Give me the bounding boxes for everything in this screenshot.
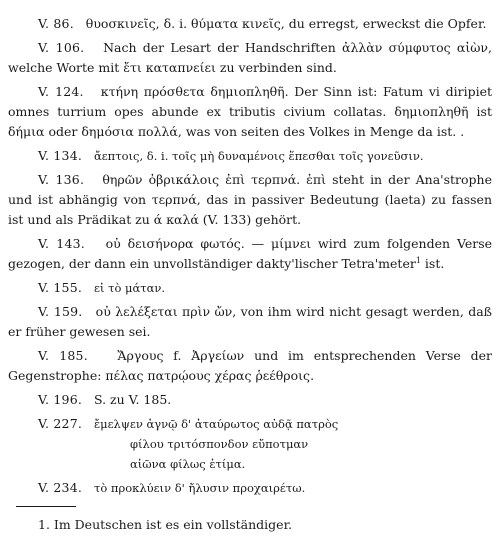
note-text: ἄεπτοις, δ. i. τοῖς μὴ δυναμένοις ἕπεσθαι τοῖς γονεῦσιν. (93, 149, 424, 163)
note-text: θηρῶν ὀβρικάλοις ἐπὶ τερπνά. ἐπὶ steht in der Ana'strophe und ist abhängig von τερπνά, das in passiver Bedeutung (laeta) zu fassen ist und als Prädikat zu ά καλά (V. 133) gehört. (8, 172, 492, 227)
verse-reference: V. 155. (38, 280, 83, 295)
verse-reference: V. 234. (38, 480, 83, 495)
note-text: τὸ προκλύειν δ' ἤλυσιν προχαιρέτω. (93, 481, 306, 495)
note-text: οὐ λελέξεται πρὶν ὤν, von ihm wird nicht gesagt werden, daß er früher gewesen sei. (8, 304, 492, 339)
verse-reference: V. 159. (38, 304, 83, 319)
note-text: εἰ τὸ μάταν. (93, 281, 166, 295)
note-text: θυοσκινεῖς, δ. i. θύματα κινεῖς, du erregst, erweckst die Opfer. (85, 16, 487, 31)
note-paragraph (8, 234, 492, 274)
verse-reference: V. 196. (38, 392, 83, 407)
verse-reference: V. 136. (38, 172, 85, 187)
note-paragraph (8, 146, 492, 166)
footnote-divider (16, 506, 76, 507)
verse-reference: V. 185. (38, 348, 88, 363)
note-paragraph (8, 390, 492, 410)
verse-line: φίλου τριτόσπονδον εὔποτμαν (130, 437, 309, 451)
verse-reference: V. 124. (38, 84, 84, 99)
note-text: οὐ δεισήνορα φωτός. — μίμνει wird zum folgenden Verse gezogen, der dann ein unvollständiger dakty'lischer Tetra'meter (8, 236, 493, 271)
verse-reference: V. 106. (38, 40, 85, 55)
note-paragraph (8, 82, 492, 142)
note-paragraph (8, 170, 492, 230)
note-paragraph (8, 478, 492, 498)
note-text: S. zu V. 185. (93, 392, 172, 407)
note-paragraph (8, 14, 492, 34)
verse-reference: V. 143. (38, 236, 85, 251)
note-text: Nach der Lesart der Handschriften ἀλλὰν σύμφυτος αἰὼν, welche Worte mit ἔτι καταπνείει zu verbinden sind. (8, 40, 493, 75)
note-text: Ἄργους f. Ἀργείων und im entsprechenden Verse der Gegenstrophe: πέλας πατρῴους χέρας ῥεέθροις. (8, 348, 492, 383)
note-paragraph (8, 346, 492, 386)
verse-reference: V. 134. (38, 148, 83, 163)
verse-reference: V. 86. (38, 16, 74, 31)
note-paragraph (8, 38, 492, 78)
note-paragraph (8, 278, 492, 298)
note-text: ἔμελψεν ἁγνῷ δ' ἀταύρωτος αὐδᾷ πατρὸς (93, 417, 339, 431)
footnote: 1. Im Deutschen ist es ein vollständiger. (38, 517, 293, 532)
note-paragraph (8, 414, 492, 474)
note-paragraph (8, 302, 492, 342)
footnote-marker: 1 (415, 255, 421, 265)
note-text: κτήνη πρόσθετα δημιοπληθῆ. Der Sinn ist: Fatum vi diripiet omnes turrium opes abunde ex tributis civium collatas. δημιοπληθῆ ist δήμια oder δημόσια πολλά, was von seiten des Volkes in Menge da ist. . (8, 84, 492, 139)
note-text-tail: ist. (420, 256, 445, 271)
verse-reference: V. 227. (38, 416, 83, 431)
verse-line: αἰῶνα φίλως ἐτίμα. (130, 457, 246, 471)
